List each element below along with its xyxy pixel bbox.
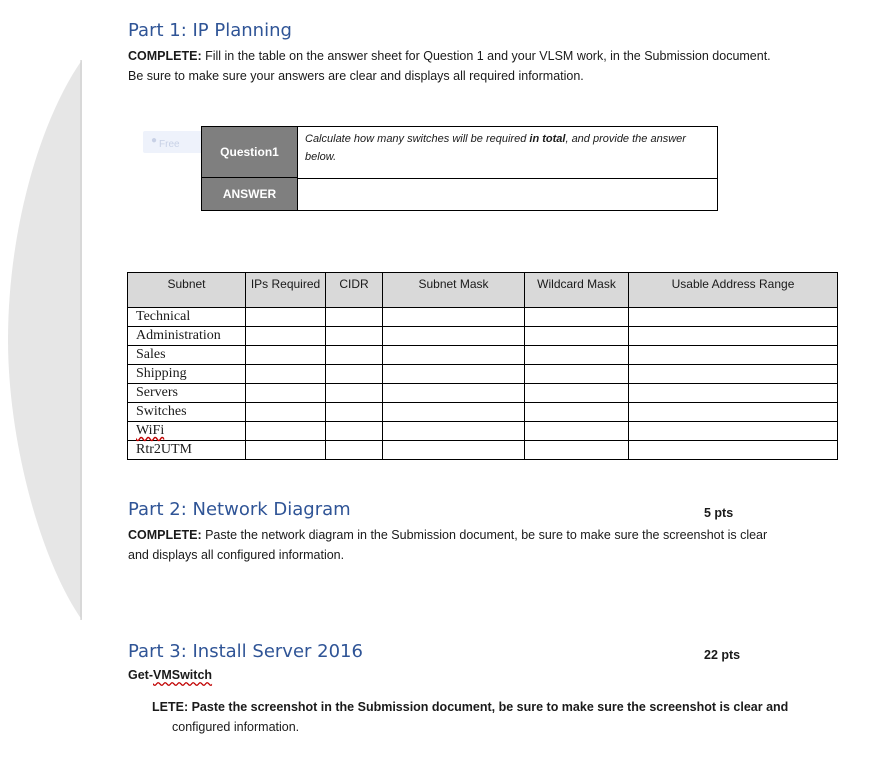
part1-heading: Part 1: IP Planning	[128, 20, 292, 41]
table-cell[interactable]	[629, 422, 838, 441]
table-cell[interactable]	[246, 327, 326, 346]
part1-instruction-line2: Be sure to make sure your answers are clear and displays all required information.	[128, 69, 584, 83]
subnet-name-cell: Servers	[128, 384, 246, 403]
table-cell[interactable]	[629, 308, 838, 327]
table-cell[interactable]	[246, 422, 326, 441]
table-cell[interactable]	[246, 441, 326, 460]
subnet-table	[127, 272, 838, 460]
subnet-name-cell: Shipping	[128, 365, 246, 384]
table-row	[128, 327, 838, 346]
part2-complete-label: COMPLETE:	[128, 528, 202, 542]
table-cell[interactable]	[629, 346, 838, 365]
question-text: Calculate how many switches will be required in total, and provide the answer below.	[305, 133, 686, 163]
table-cell[interactable]	[383, 384, 525, 403]
part2-instruction-line1: Paste the network diagram in the Submission document, be sure to make sure the screenshot is clear	[201, 528, 768, 542]
answer-divider	[298, 178, 717, 179]
answer-cell[interactable]	[305, 185, 705, 205]
part2-instructions	[128, 525, 828, 565]
column-header: Subnet Mask	[383, 273, 525, 308]
table-cell[interactable]	[383, 441, 525, 460]
table-cell[interactable]	[525, 327, 629, 346]
column-header: Wildcard Mask	[525, 273, 629, 308]
table-cell[interactable]	[326, 441, 383, 460]
table-cell[interactable]	[629, 327, 838, 346]
get-vmswitch-command: Get-VMSwitch	[128, 668, 213, 682]
table-cell[interactable]	[383, 422, 525, 441]
table-cell[interactable]	[525, 308, 629, 327]
table-cell[interactable]	[383, 403, 525, 422]
table-row	[128, 441, 838, 460]
table-cell[interactable]	[383, 308, 525, 327]
free-badge[interactable]	[143, 131, 203, 153]
part2-points: 5 pts	[704, 506, 734, 520]
column-header: Usable Address Range	[629, 273, 838, 308]
table-cell[interactable]	[525, 346, 629, 365]
part3-instruction-line1: LETE: Paste the screenshot in the Submission document, be sure to make sure the screenshot is clear and	[152, 700, 789, 714]
table-row	[128, 384, 838, 403]
table-cell[interactable]	[629, 403, 838, 422]
table-cell[interactable]	[246, 384, 326, 403]
question-label: Question1	[202, 127, 298, 178]
question-box	[201, 126, 718, 211]
subnet-name-cell: Switches	[128, 403, 246, 422]
table-cell[interactable]	[525, 384, 629, 403]
table-cell[interactable]	[246, 308, 326, 327]
table-cell[interactable]	[525, 365, 629, 384]
subnet-name-cell: Technical	[128, 308, 246, 327]
part3-instructions	[152, 697, 852, 737]
subnet-name-cell: Rtr2UTM	[128, 441, 246, 460]
part1-instructions	[128, 46, 828, 86]
table-row	[128, 422, 838, 441]
part2-heading: Part 2: Network Diagram	[128, 499, 351, 520]
table-cell[interactable]	[326, 327, 383, 346]
column-header: IPs Required	[246, 273, 326, 308]
table-cell[interactable]	[629, 441, 838, 460]
table-cell[interactable]	[629, 365, 838, 384]
subnet-name-cell: WiFi	[128, 422, 246, 441]
table-cell[interactable]	[326, 365, 383, 384]
table-cell[interactable]	[525, 403, 629, 422]
part3-heading: Part 3: Install Server 2016	[128, 641, 363, 662]
table-cell[interactable]	[383, 365, 525, 384]
table-cell[interactable]	[383, 327, 525, 346]
table-cell[interactable]	[326, 403, 383, 422]
part3-instruction-line2: configured information.	[172, 720, 300, 734]
column-header: CIDR	[326, 273, 383, 308]
table-cell[interactable]	[246, 403, 326, 422]
table-row	[128, 308, 838, 327]
table-cell[interactable]	[246, 346, 326, 365]
part2-instruction-line2: and displays all configured information.	[128, 548, 345, 562]
part1-complete-label: COMPLETE:	[128, 49, 202, 63]
answer-label: ANSWER	[202, 178, 298, 210]
table-cell[interactable]	[246, 365, 326, 384]
table-row	[128, 346, 838, 365]
table-cell[interactable]	[326, 422, 383, 441]
table-cell[interactable]	[326, 308, 383, 327]
column-header: Subnet	[128, 273, 246, 308]
table-row	[128, 365, 838, 384]
table-row	[128, 403, 838, 422]
subnet-name-cell: Administration	[128, 327, 246, 346]
free-badge-label: ● Free	[151, 135, 180, 150]
subnet-name-cell: Sales	[128, 346, 246, 365]
table-cell[interactable]	[383, 346, 525, 365]
table-cell[interactable]	[525, 441, 629, 460]
table-header-row	[128, 273, 838, 308]
page-edge-shadow	[0, 60, 82, 620]
table-cell[interactable]	[525, 422, 629, 441]
part3-points: 22 pts	[704, 648, 741, 662]
table-cell[interactable]	[326, 384, 383, 403]
table-cell[interactable]	[326, 346, 383, 365]
part1-instruction-line1: Fill in the table on the answer sheet for Question 1 and your VLSM work, in the Submission document.	[201, 49, 771, 63]
table-cell[interactable]	[629, 384, 838, 403]
